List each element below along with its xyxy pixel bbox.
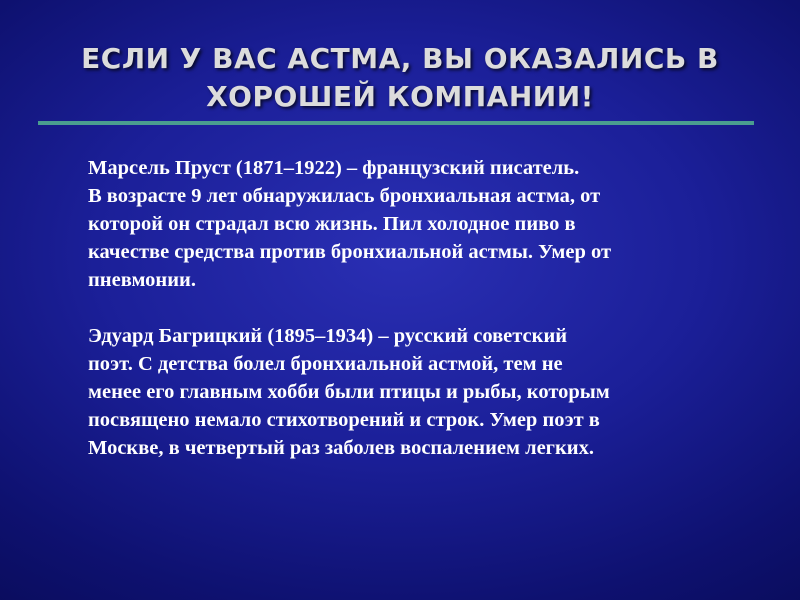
text-line: поэт. С детства болел бронхиальной астмой, тем не — [88, 353, 563, 375]
text-line: посвящено немало стихотворений и строк. Умер поэт в — [88, 409, 600, 431]
text-line: пневмонии. — [88, 269, 196, 291]
slide-body — [88, 154, 778, 462]
title-line-2: ХОРОШЕЙ КОМПАНИИ! — [206, 80, 594, 113]
text-line: качестве средства против бронхиальной астмы. Умер от — [88, 241, 612, 263]
paragraph-bagritsky — [88, 322, 778, 462]
title-divider — [38, 121, 754, 125]
text-line: Москве, в четвертый раз заболев воспалением легких. — [88, 437, 594, 459]
text-line: которой он страдал всю жизнь. Пил холодное пиво в — [88, 213, 576, 235]
text-line: менее его главным хобби были птицы и рыбы, которым — [88, 381, 610, 403]
paragraph-proust — [88, 154, 778, 294]
text-line: В возрасте 9 лет обнаружилась бронхиальная астма, от — [88, 185, 601, 207]
text-line: Марсель Пруст (1871–1922) – французский писатель. — [88, 157, 580, 179]
text-line: Эдуард Багрицкий (1895–1934) – русский советский — [88, 325, 568, 347]
slide-title — [40, 40, 760, 116]
title-line-1: ЕСЛИ У ВАС АСТМА, ВЫ ОКАЗАЛИСЬ В — [81, 42, 719, 75]
